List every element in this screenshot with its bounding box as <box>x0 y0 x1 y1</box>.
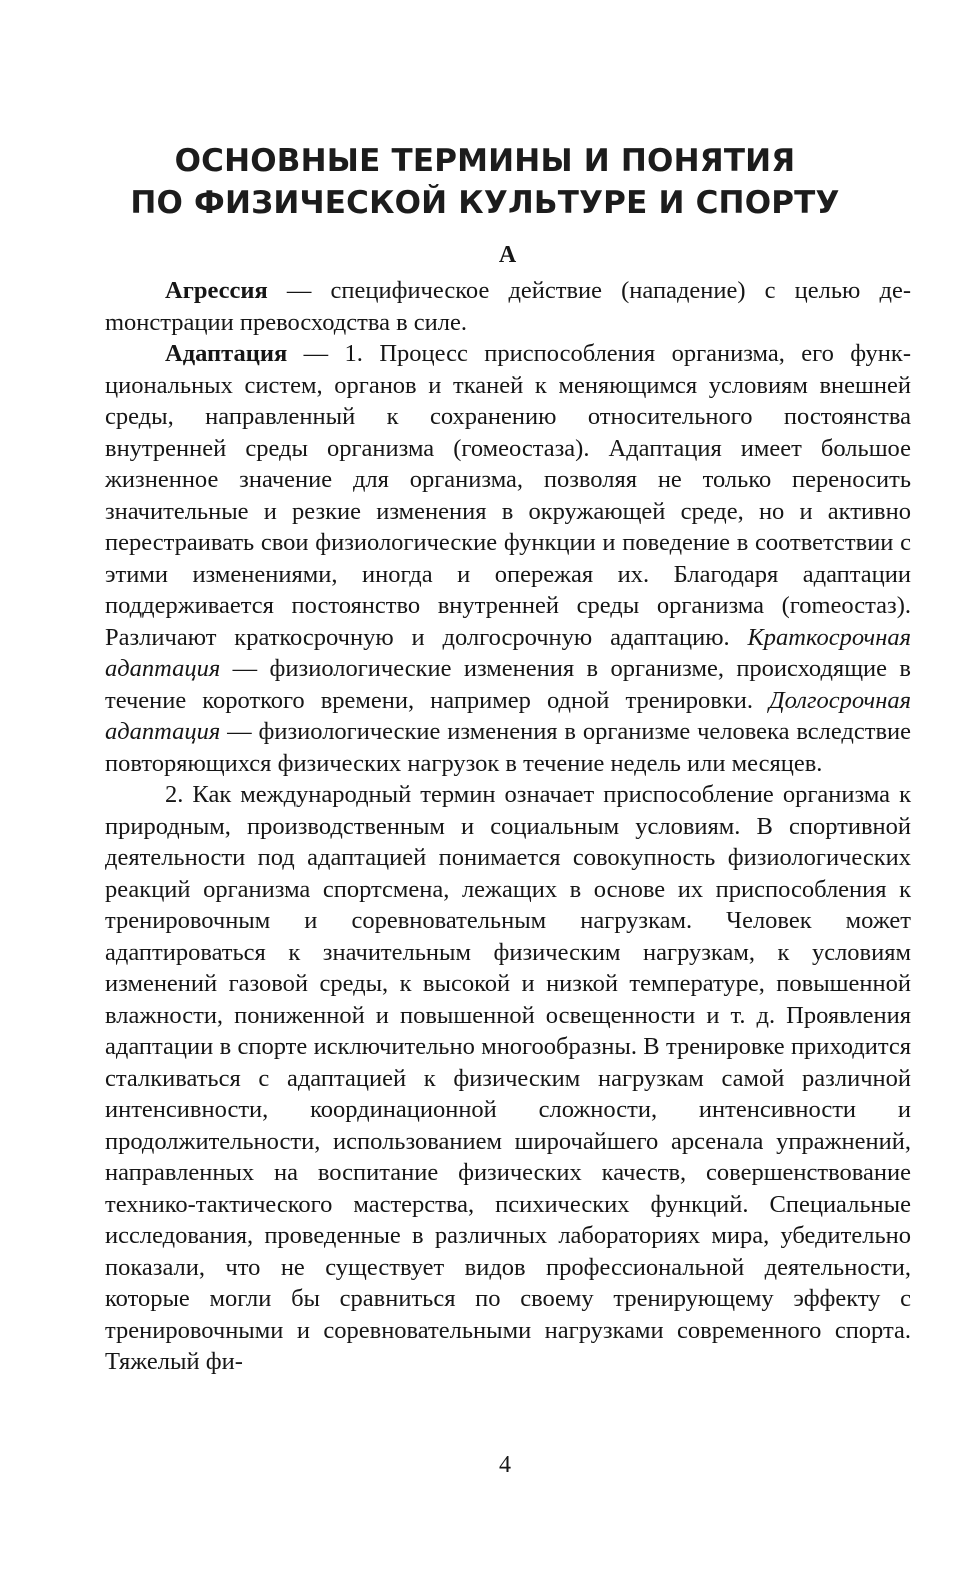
entry-aggression <box>105 275 911 338</box>
entry-adaptation-part-2: 2. Как международный термин означает приспособление организма к природным, производственным и социальным условиям. В спортивной деятельности под адаптацией понимается совокупность физиологических реакций организма спортсмена, лежащих в основе их приспособления к тренировочным и соревновательным нагрузкам. Человек может адаптироваться к значительным физическим нагрузкам, к условиям изменений газовой среды, к высокой и низкой температуре, повышенной влажности, пониженной и повышенной освещенности и т. д. Проявления адаптации в спорте исключительно многообразны. В тренировке приходится сталкиваться с адаптацией к физическим нагрузкам самой различной интенсивности, координационной сложности, интенсивности и продолжительности, использованием широчайшего арсенала упражнений, направленных на воспитание физических качеств, совершенствование технико-тактического мастерства, психических функций. Специальные исследования, проведенные в различных лабораториях мира, убедительно показали, что не существует видов профессиональной деятельности, которые могли бы сравниться по своему тренирующему эффекту с тренировочными и соревновательными нагрузками современного спорта. Тяжелый фи- <box>105 781 911 1375</box>
term-long-term-adaptation: Долгосрочная адаптация <box>105 686 911 745</box>
term-aggression: Агрессия <box>165 277 268 304</box>
definition-adaptation-c: — физиологические изменения в организме человека вследствие повторяющихся физических нагрузок в течение недель или месяцев. <box>105 718 911 777</box>
page-title <box>60 140 910 224</box>
glossary-body <box>105 275 911 1378</box>
term-adaptation: Адаптация <box>165 340 288 367</box>
entry-adaptation-part-1 <box>105 338 911 779</box>
title-line-2: ПО ФИЗИЧЕСКОЙ КУЛЬТУРЕ И СПОРТУ <box>130 185 840 221</box>
definition-aggression: — специфическое действие (нападение) с целью деmонстрации превосходства в силе. <box>105 277 911 336</box>
section-letter: А <box>498 242 517 268</box>
definition-adaptation-a: — 1. Процесс приспособления организма, его функциональных систем, органов и тканей к меняющимся условиям внешней среды, направленный к сохранению относительного постоянства внутренней среды организма (гомеостаза). Адаптация имеет большое жизненное значение для организма, позволяя не только переносить значительные и резкие изменения в окружающей среде, но и активно перестраивать свои физиологические функции и поведение в соответствии с этими изменениями, иногда и опережая их. Благодаря адаптации поддерживается постоянство внутренней среды организма (гоmеостаз). Различают краткосрочную и долгосрочную адаптацию. <box>105 340 911 651</box>
title-line-1: ОСНОВНЫЕ ТЕРМИНЫ И ПОНЯТИЯ <box>174 143 796 179</box>
page-number: 4 <box>499 1452 511 1478</box>
definition-adaptation-b: — физиологические изменения в организме, происходящие в течение короткого времени, например одной тренировки. <box>105 655 911 714</box>
term-short-term-adaptation: Краткосрочная адаптация <box>105 623 911 682</box>
